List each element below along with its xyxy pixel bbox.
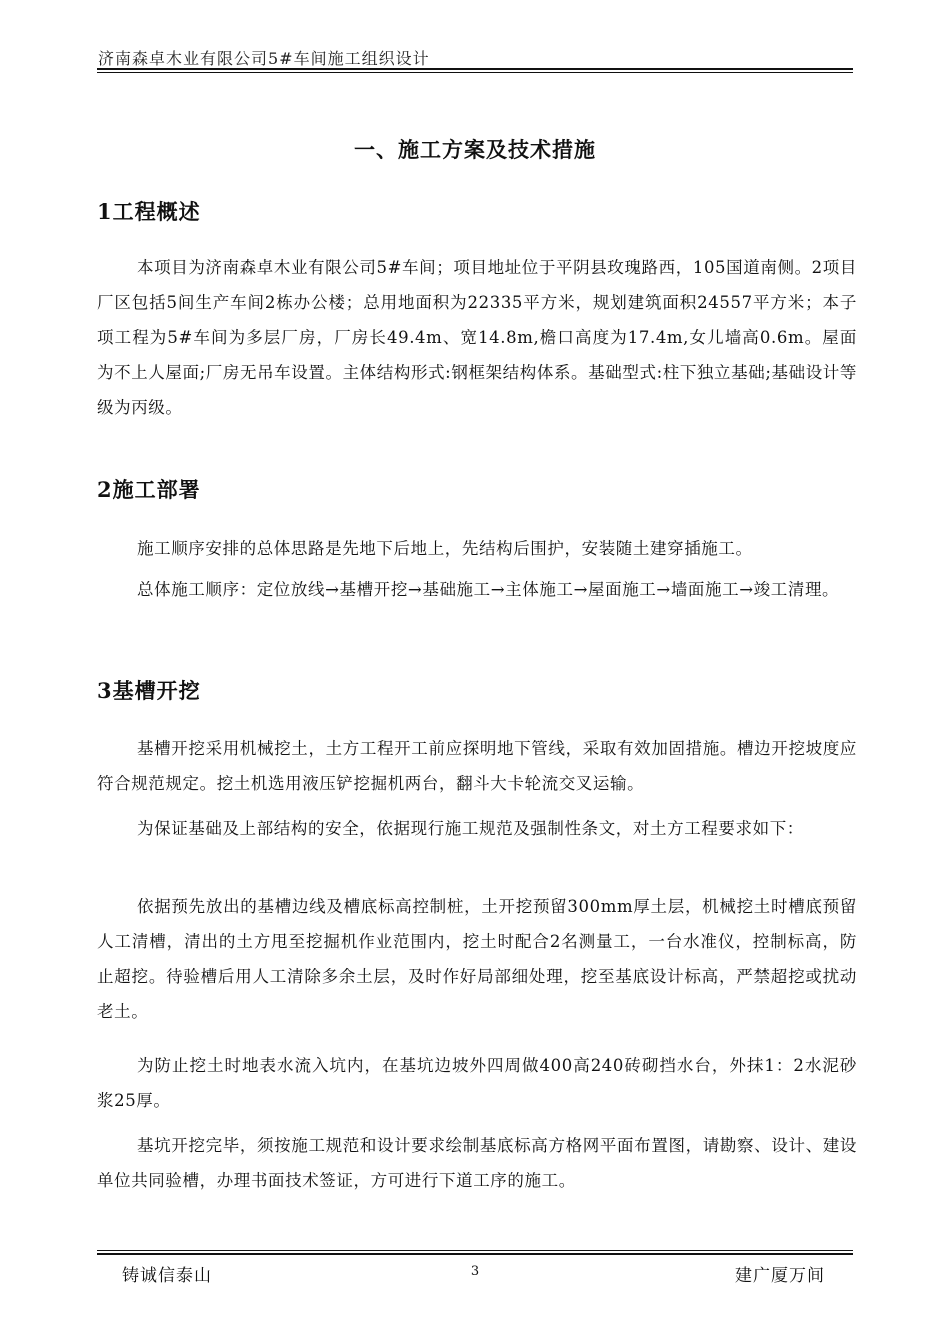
section-heading-overview: 1工程概述 — [97, 199, 201, 224]
header-divider-thin — [97, 72, 853, 73]
chapter-title: 一、施工方案及技术措施 — [354, 137, 596, 162]
paragraph: 为保证基础及上部结构的安全，依据现行施工规范及强制性条文，对土方工程要求如下： — [137, 819, 804, 838]
paragraph: 本项目为济南森卓木业有限公司5#车间；项目地址位于平阴县玫瑰路西，105国道南侧。2项目厂区包括5间生产车间2栋办公楼；总用地面积为22335平方米，规划建筑面积24557平方米；本子项工程为5#车间为多层厂房，厂房长49.4m、宽14.8m,檐口高度为17.4m,女儿墙高0.6m。屋面为不上人屋面;厂房无吊车设置。主体结构形式:钢框架结构体系。基础型式:柱下独立基础;基础设计等级为丙级。 — [97, 258, 857, 417]
paragraph: 依据预先放出的基槽边线及槽底标高控制桩，土开挖预留300mm厚土层，机械挖土时槽底预留人工清槽，清出的土方甩至挖掘机作业范围内，挖土时配合2名测量工，一台水准仪，控制标高，防止超挖。待验槽后用人工清除多余土层，及时作好局部细处理，挖至基底设计标高，严禁超挖或扰动老土。 — [97, 897, 857, 1021]
paragraph: 总体施工顺序：定位放线→基槽开挖→基础施工→主体施工→屋面施工→墙面施工→竣工清理。 — [137, 580, 840, 599]
page-number: 3 — [470, 1264, 480, 1279]
paragraph: 为防止挖土时地表水流入坑内，在基坑边坡外四周做400高240砖砌挡水台，外抹1：2水泥砂浆25厚。 — [97, 1056, 857, 1110]
section-heading-deployment: 2施工部署 — [97, 477, 201, 502]
header-divider — [97, 68, 853, 70]
footer-slogan-right: 建广厦万间 — [735, 1266, 825, 1286]
section-heading-excavation: 3基槽开挖 — [97, 678, 201, 703]
paragraph: 施工顺序安排的总体思路是先地下后地上，先结构后围护，安装随土建穿插施工。 — [137, 539, 753, 558]
footer-divider-thin — [97, 1250, 853, 1251]
paragraph: 基槽开挖采用机械挖土，土方工程开工前应探明地下管线，采取有效加固措施。槽边开挖坡度应符合规范规定。挖土机选用液压铲挖掘机两台，翻斗大卡轮流交叉运输。 — [97, 739, 857, 793]
footer-divider — [97, 1253, 853, 1255]
footer-slogan-left: 铸诚信泰山 — [122, 1266, 212, 1286]
paragraph: 基坑开挖完毕，须按施工规范和设计要求绘制基底标高方格网平面布置图，请勘察、设计、建设单位共同验槽，办理书面技术签证，方可进行下道工序的施工。 — [97, 1136, 857, 1190]
page-header: 济南森卓木业有限公司5#车间施工组织设计 — [98, 49, 430, 68]
